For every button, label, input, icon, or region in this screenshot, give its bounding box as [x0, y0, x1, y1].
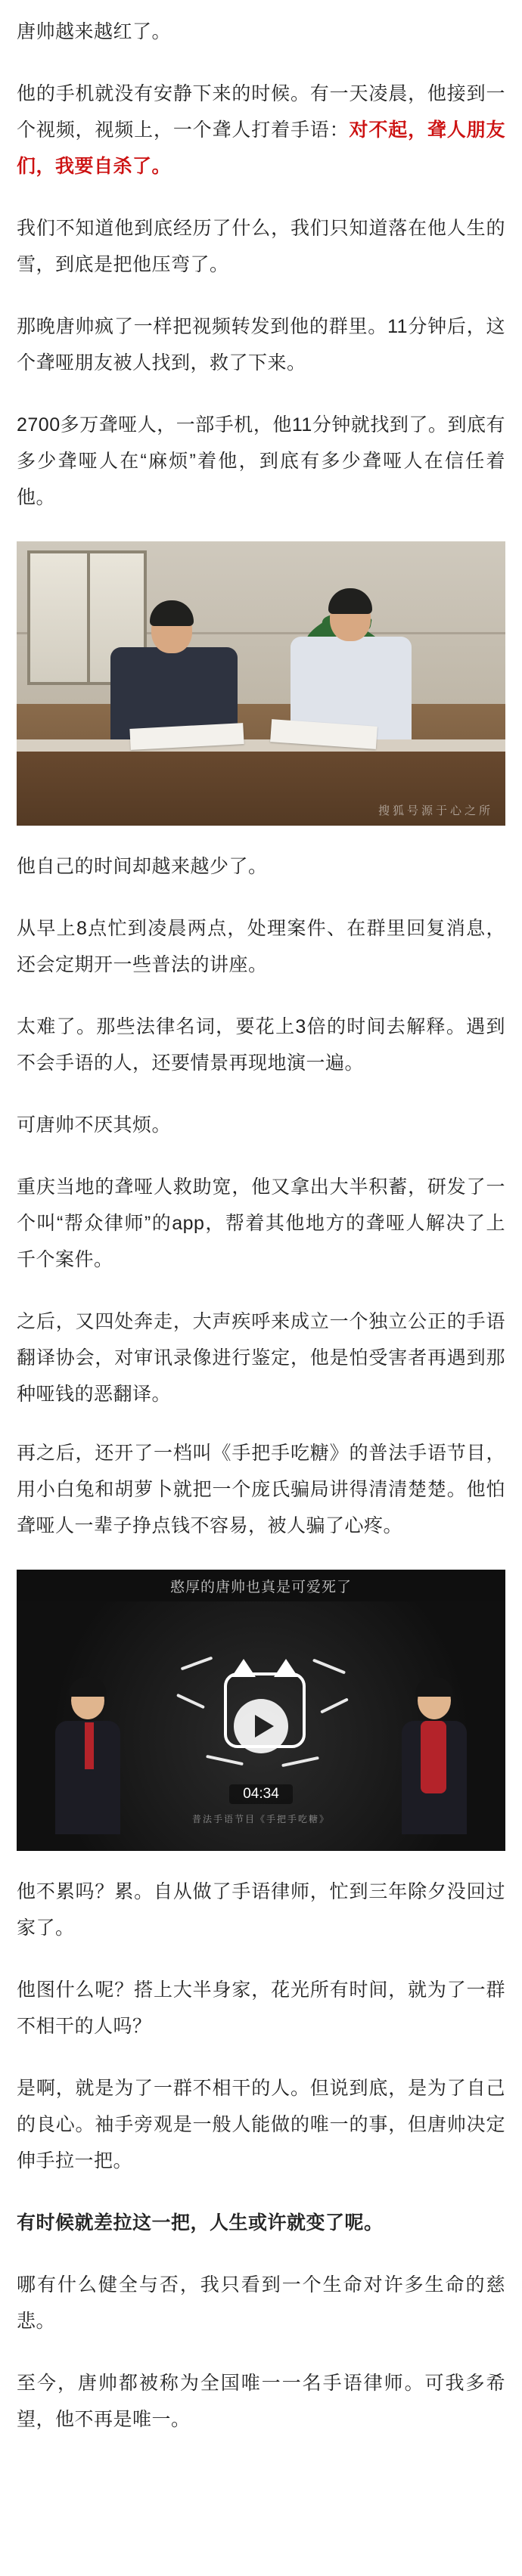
paragraph: 之后，又四处奔走，大声疾呼来成立一个独立公正的手语翻译协会，对审讯录像进行鉴定，他是怕受害者再遇到那种哑钱的恶翻译。: [17, 1311, 505, 1405]
paragraph: 从早上8点忙到凌晨两点，处理案件、在群里回复消息，还会定期开一些普法的讲座。: [17, 918, 505, 975]
video-person-hair: [415, 1677, 453, 1697]
paragraph: 至今，唐帅都被称为全国唯一一名手语律师。可我多希望，他不再是唯一。: [17, 2373, 505, 2430]
paragraph: 他图什么呢？搭上大半身家，花光所有时间，就为了一群不相干的人吗？: [17, 1979, 505, 2037]
office-photo: [17, 541, 505, 826]
paragraph: 我们不知道他到底经历了什么，我们只知道落在他人生的雪，到底是把他压弯了。: [17, 218, 505, 275]
article-video[interactable]: [17, 1570, 505, 1851]
paragraph: 是啊，就是为了一群不相干的人。但说到底，是为了自己的良心。袖手旁观是一般人能做的唯一的事，但唐帅决定伸手拉一把。: [17, 2078, 505, 2171]
video-person-left: [51, 1682, 124, 1834]
photo-desk-edge: [17, 739, 505, 752]
paragraph: 太难了。那些法律名词，要花上3倍的时间去解释。遇到不会手语的人，还要情景再现地演一遍。: [17, 1016, 505, 1074]
photo-person-left: [106, 593, 242, 744]
video-stage: [17, 1601, 505, 1851]
video-person-tie: [85, 1722, 94, 1769]
paragraph-emphasis: 有时候就差拉这一把，人生或许就变了呢。: [17, 2212, 384, 2233]
video-person-hair: [69, 1677, 107, 1697]
video-person-head: [71, 1682, 104, 1719]
paragraph: 那晚唐帅疯了一样把视频转发到他的群里。11分钟后，这个聋哑朋友被人找到，救了下来。: [17, 316, 505, 374]
paragraph: 可唐帅不厌其烦。: [17, 1114, 172, 1136]
highlighted-quote: 对不起，聋人朋友们，我要自杀了。: [17, 119, 505, 177]
video-duration: 04:34: [229, 1784, 293, 1804]
article-photo: [17, 541, 505, 826]
paragraph: 他自己的时间却越来越少了。: [17, 856, 268, 877]
photo-watermark: 搜狐号源于心之所: [378, 804, 493, 817]
video-person-right: [398, 1682, 471, 1834]
video-subtitle: 普法手语节目《手把手吃糖》: [191, 1814, 330, 1824]
paragraph: 2700多万聋哑人，一部手机，他11分钟就找到了。到底有多少聋哑人在“麻烦”着他，到底有多少聋哑人在信任着他。: [17, 414, 505, 508]
video-person-scarf: [421, 1721, 446, 1793]
video-caption: 憨厚的唐帅也真是可爱死了: [169, 1579, 352, 1595]
paragraph: 唐帅越来越红了。: [17, 21, 172, 42]
paragraph: [17, 76, 505, 184]
paragraph: 哪有什么健全与否，我只看到一个生命对许多生命的慈悲。: [17, 2274, 505, 2332]
video-player[interactable]: [17, 1570, 505, 1851]
video-person-head: [418, 1682, 451, 1719]
paragraph: 他不累吗？累。自从做了手语律师，忙到三年除夕没回过家了。: [17, 1881, 505, 1939]
photo-person-right: [283, 584, 419, 744]
paragraph-text: 他的手机就没有安静下来的时候。有一天凌晨，他接到一个视频，视频上，一个聋人打着手语：: [17, 83, 505, 141]
paragraph: 再之后，还开了一档叫《手把手吃糖》的普法手语节目，用小白兔和胡萝卜就把一个庞氏骗局讲得清清楚楚。他怕聋哑人一辈子挣点钱不容易，被人骗了心疼。: [17, 1443, 505, 1536]
paragraph: 重庆当地的聋哑人救助宽，他又拿出大半积蓄，研发了一个叫“帮众律师”的app，帮着其他地方的聋哑人解决了上千个案件。: [17, 1176, 505, 1270]
play-icon[interactable]: [234, 1699, 288, 1753]
